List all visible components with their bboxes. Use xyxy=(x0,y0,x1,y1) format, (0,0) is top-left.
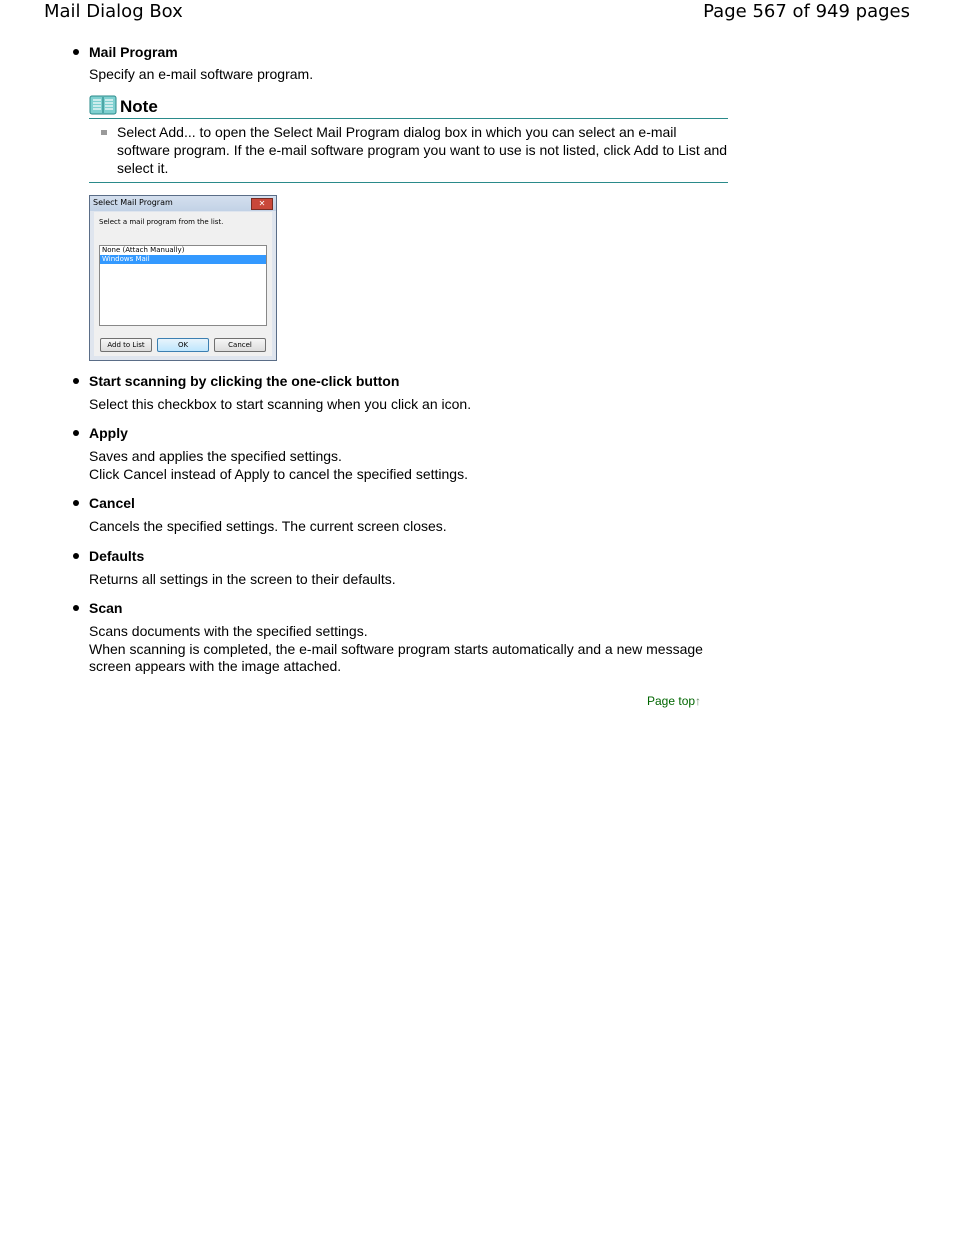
note-box xyxy=(89,94,728,183)
item-scan xyxy=(72,599,732,676)
item-cancel xyxy=(72,494,732,536)
item-start-scanning xyxy=(72,372,732,414)
up-arrow-icon: ↑ xyxy=(695,694,702,708)
item-heading: Apply xyxy=(89,425,128,441)
item-description: Cancels the specified settings. The current screen closes. xyxy=(89,518,447,534)
bullet-icon xyxy=(73,378,79,384)
bullet-icon xyxy=(73,605,79,611)
square-bullet-icon xyxy=(101,130,107,135)
item-description: Select this checkbox to start scanning when you click an icon. xyxy=(89,395,472,412)
bullet-icon xyxy=(73,49,79,55)
bullet-icon xyxy=(73,430,79,436)
dialog-prompt: Select a mail program from the list. xyxy=(99,217,224,226)
mail-program-list xyxy=(99,245,267,326)
item-heading: Scan xyxy=(89,600,123,616)
note-text: Select Add... to open the Select Mail Program dialog box in which you can select an e-mail software program. If the e-mail software program you want to use is not listed, click Add to List and select it. xyxy=(117,123,728,176)
item-heading: Mail Program xyxy=(89,44,178,60)
note-book-icon xyxy=(89,94,117,116)
page-header xyxy=(0,0,954,28)
item-description: Click Cancel instead of Apply to cancel the specified settings. xyxy=(89,465,468,482)
item-description: Specify an e-mail software program. xyxy=(89,66,314,82)
item-description: Scans documents with the specified settings. xyxy=(89,623,368,639)
cancel-button: Cancel xyxy=(214,338,266,352)
list-item-selected: Windows Mail xyxy=(100,255,266,264)
add-to-list-button: Add to List xyxy=(100,338,152,352)
item-mail-program xyxy=(72,43,732,361)
list-item: None (Attach Manually) xyxy=(102,245,185,254)
page-top-link[interactable] xyxy=(647,694,701,708)
select-mail-program-dialog-screenshot xyxy=(89,195,277,361)
item-description: Returns all settings in the screen to their defaults. xyxy=(89,570,396,587)
ok-button: OK xyxy=(157,338,209,352)
item-apply xyxy=(72,424,732,483)
item-description: When scanning is completed, the e-mail software program starts automatically and a new message screen appears with the image attached. xyxy=(89,640,703,674)
item-description: Saves and applies the specified settings. xyxy=(89,448,342,464)
bullet-icon xyxy=(73,500,79,506)
main-content xyxy=(72,43,732,676)
note-title: Note xyxy=(120,96,158,116)
page-counter: Page 567 of 949 pages xyxy=(703,1,910,22)
document-title: Mail Dialog Box xyxy=(44,1,183,22)
close-icon: ✕ xyxy=(251,198,273,210)
item-heading: Defaults xyxy=(89,547,145,564)
item-defaults xyxy=(72,547,732,589)
page-top-label: Page top xyxy=(647,694,696,708)
bullet-icon xyxy=(73,553,79,559)
dialog-title: Select Mail Program xyxy=(93,197,173,207)
item-heading: Start scanning by clicking the one-click button xyxy=(89,372,400,389)
item-heading: Cancel xyxy=(89,495,135,511)
